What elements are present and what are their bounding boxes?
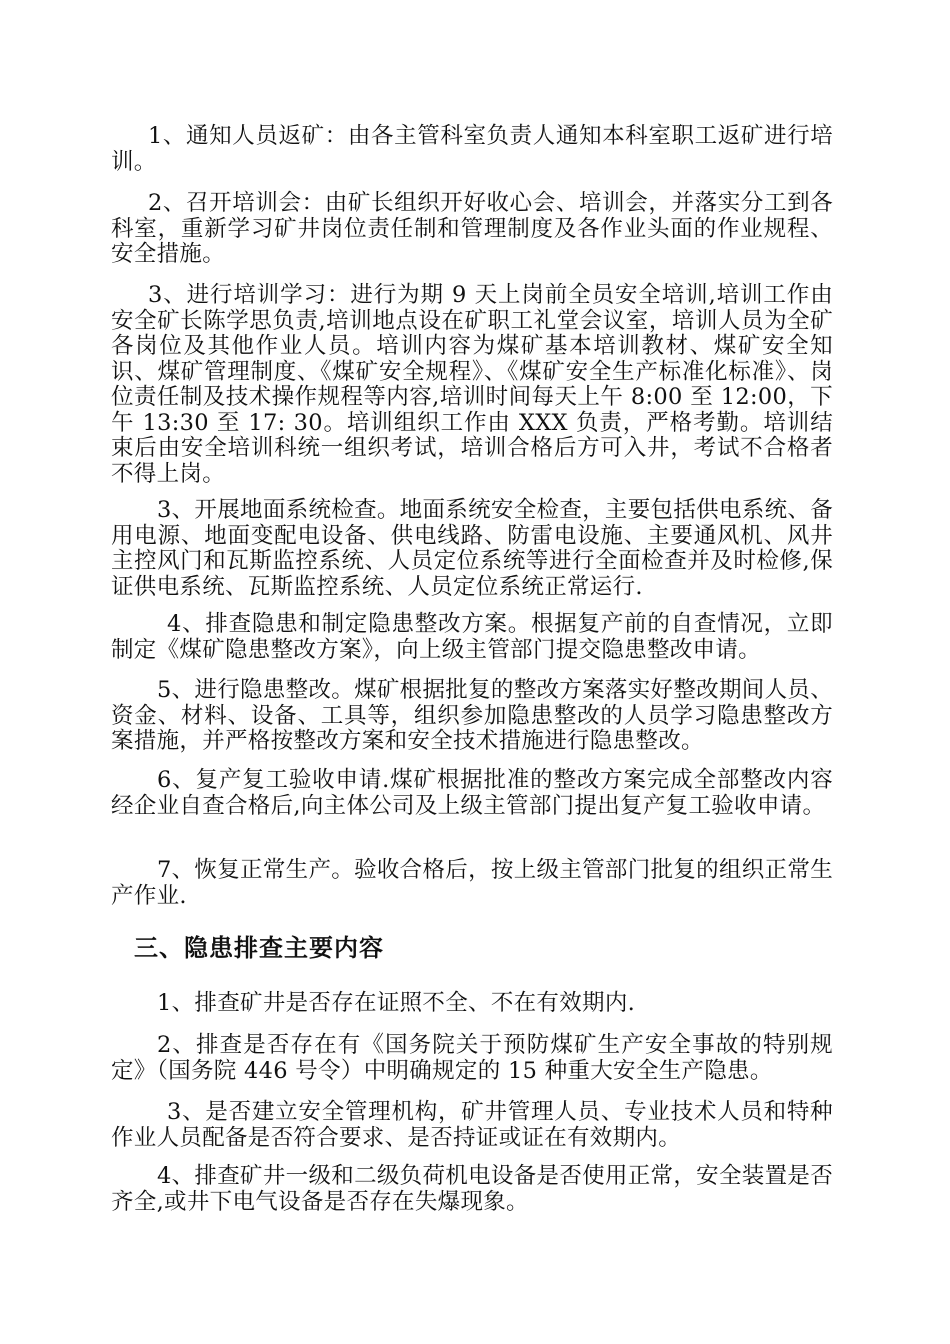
paragraph-acceptance-application: 6、复产复工验收申请.煤矿根据批准的整改方案完成全部整改内容经企业自查合格后,向主体公司及上级主管部门提出复产复工验收申请。 bbox=[111, 767, 833, 819]
paragraph-equipment-check: 4、排查矿井一级和二级负荷机电设备是否使用正常，安全装置是否齐全,或井下电气设备是否存在失爆现象。 bbox=[111, 1163, 833, 1215]
section-heading: 三、隐患排查主要内容 bbox=[134, 934, 384, 962]
paragraph-license-check: 1、排查矿井是否存在证照不全、不在有效期内. bbox=[157, 990, 636, 1016]
paragraph-hazard-plan: 4、排查隐患和制定隐患整改方案。根据复产前的自查情况，立即制定《煤矿隐患整改方案》，向上级主管部门提交隐患整改申请。 bbox=[111, 611, 833, 663]
paragraph-hazard-rectification: 5、进行隐患整改。煤矿根据批复的整改方案落实好整改期间人员、资金、材料、设备、工具等，组织参加隐患整改的人员学习隐患整改方案措施，并严格按整改方案和安全技术措施进行隐患整改。 bbox=[111, 677, 833, 754]
paragraph-ground-system-check: 3、开展地面系统检查。地面系统安全检查，主要包括供电系统、备用电源、地面变配电设备、供电线路、防雷电设施、主要通风机、风井主控风门和瓦斯监控系统、人员定位系统等进行全面检查并及时检修,保证供电系统、瓦斯监控系统、人员定位系统正常运行. bbox=[111, 497, 833, 600]
paragraph-management-staffing: 3、是否建立安全管理机构，矿井管理人员、专业技术人员和特种作业人员配备是否符合要求、是否持证或证在有效期内。 bbox=[111, 1099, 833, 1151]
paragraph-major-hazards: 2、排查是否存在有《国务院关于预防煤矿生产安全事故的特别规定》（国务院 446 号令）中明确规定的 15 种重大安全生产隐患。 bbox=[111, 1032, 833, 1084]
paragraph-resume-production: 7、恢复正常生产。验收合格后，按上级主管部门批复的组织正常生产作业. bbox=[111, 857, 833, 909]
paragraph-notify-return: 1、通知人员返矿：由各主管科室负责人通知本科室职工返矿进行培训。 bbox=[111, 123, 833, 175]
paragraph-training-meeting: 2、召开培训会：由矿长组织开好收心会、培训会，并落实分工到各科室，重新学习矿井岗位责任制和管理制度及各作业头面的作业规程、安全措施。 bbox=[111, 190, 833, 267]
paragraph-training-study: 3、进行培训学习：进行为期 9 天上岗前全员安全培训,培训工作由安全矿长陈学思负责,培训地点设在矿职工礼堂会议室，培训人员为全矿各岗位及其他作业人员。培训内容为煤矿基本培训教材、煤矿安全知识、煤矿管理制度、《煤矿安全规程》、《煤矿安全生产标准化标准》、岗位责任制及技术操作规程等内容,培训时间每天上午 8:00 至 12:00，下午 13:30 至 17: 30。培训组织工作由 XXX 负责，严格考勤。培训结束后由安全培训科统一组织考试，培训合格后方可入井，考试不合格者不得上岗。 bbox=[111, 282, 833, 487]
